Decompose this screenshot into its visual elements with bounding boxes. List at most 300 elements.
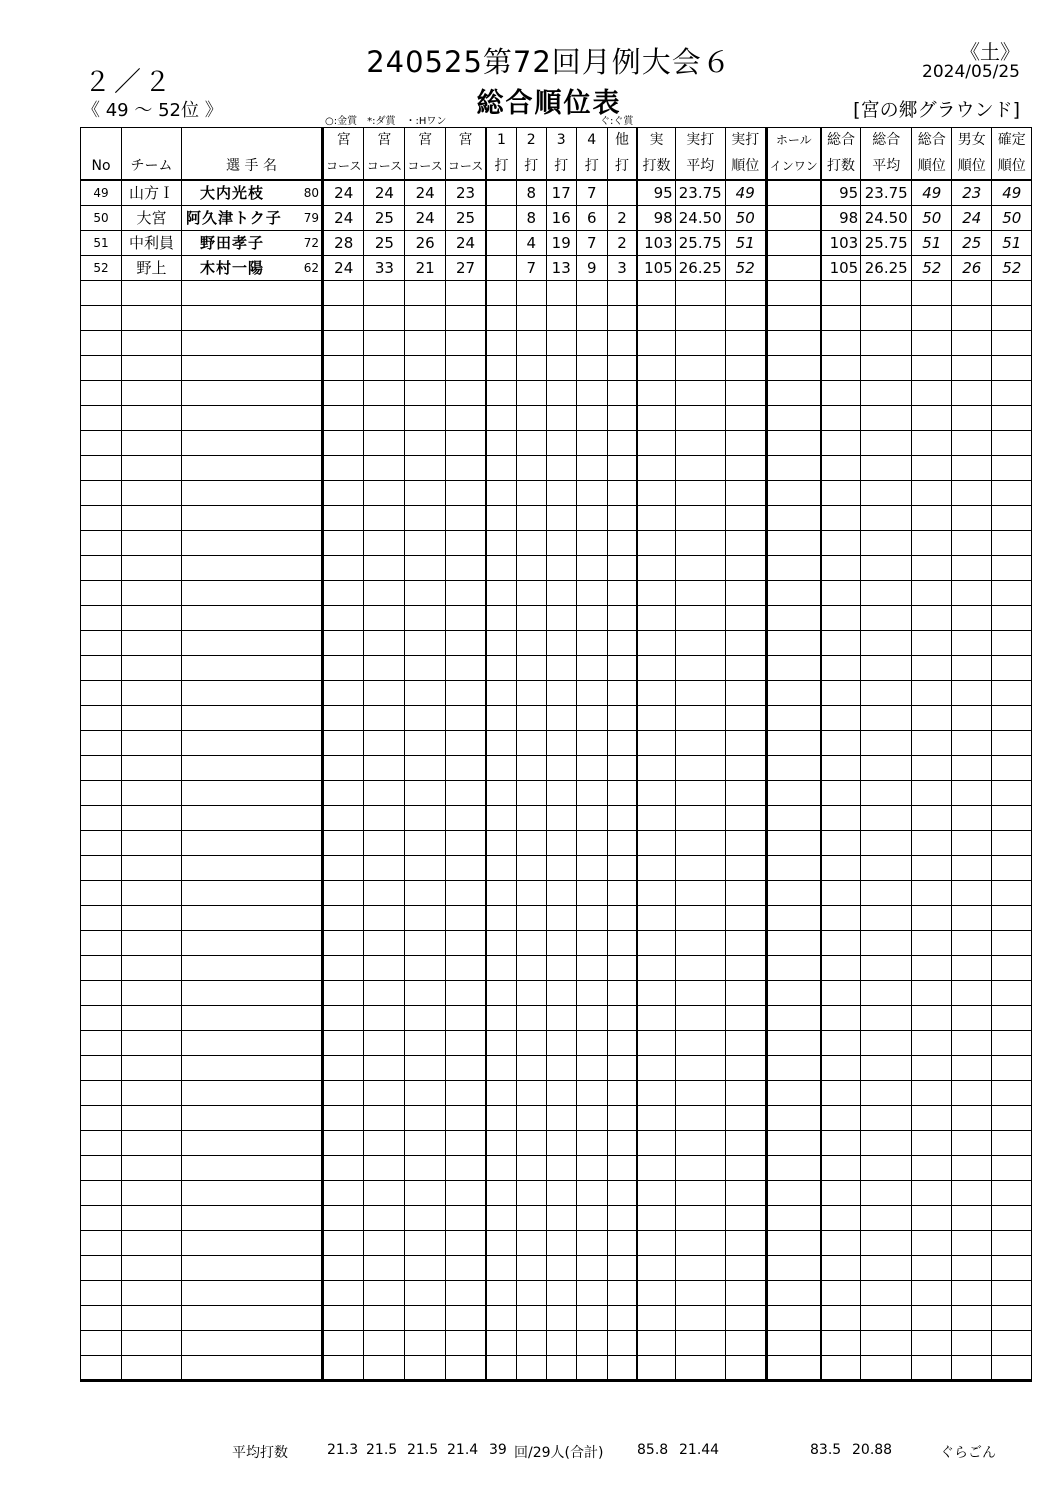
player-name: 阿久津トク子 (186, 208, 282, 227)
cell-sex-rank (952, 980, 992, 1005)
cell-h2 (516, 905, 546, 930)
cell-total-avg (861, 930, 912, 955)
cell-real (637, 655, 675, 680)
cell-total-avg (861, 280, 912, 305)
cell-c2 (364, 805, 405, 830)
cell-total-avg: 26.25 (861, 255, 912, 280)
cell-real-rank (725, 530, 766, 555)
cell-c2 (364, 1030, 405, 1055)
cell-h3 (546, 455, 576, 480)
cell-real-rank (725, 855, 766, 880)
cell-total-avg (861, 630, 912, 655)
cell-total (821, 430, 861, 455)
cell-team (122, 530, 182, 555)
cell-real (637, 1230, 675, 1255)
cell-c2 (364, 705, 405, 730)
cell-team (122, 830, 182, 855)
cell-total-rank (912, 1080, 952, 1105)
cell-h3 (546, 1305, 576, 1330)
cell-h3 (546, 680, 576, 705)
player-age: 62 (303, 260, 319, 275)
cell-real-rank (725, 980, 766, 1005)
cell-h1 (486, 355, 516, 380)
cell-h1 (486, 1355, 516, 1380)
cell-c3 (405, 1355, 445, 1380)
cell-hio (766, 1005, 821, 1030)
table-row (81, 1005, 1032, 1030)
cell-h2 (516, 530, 546, 555)
cell-h1 (486, 1280, 516, 1305)
table-row (81, 730, 1032, 755)
cell-real (637, 630, 675, 655)
cell-other (607, 1055, 637, 1080)
cell-hio (766, 405, 821, 430)
cell-c2 (364, 1155, 405, 1180)
column-header: No (81, 154, 122, 180)
cell-c4 (445, 555, 486, 580)
cell-real-avg (675, 1130, 725, 1155)
cell-name (182, 1080, 323, 1105)
table-row (81, 955, 1032, 980)
cell-hio (766, 430, 821, 455)
cell-team (122, 605, 182, 630)
column-header: 確定 (992, 128, 1032, 154)
cell-sex-rank (952, 305, 992, 330)
cell-real-avg (675, 830, 725, 855)
cell-h4 (576, 1205, 607, 1230)
cell-h3 (546, 730, 576, 755)
cell-other (607, 1030, 637, 1055)
cell-total-avg (861, 830, 912, 855)
cell-hio (766, 205, 821, 230)
column-header: ホール (766, 128, 821, 154)
cell-name (182, 980, 323, 1005)
cell-real-avg (675, 530, 725, 555)
cell-c1 (323, 1055, 364, 1080)
player-name: 野田孝子 (200, 233, 265, 252)
cell-real-rank: 51 (725, 230, 766, 255)
cell-h1 (486, 830, 516, 855)
column-header: 平均 (675, 154, 725, 180)
cell-h1 (486, 680, 516, 705)
cell-c2 (364, 780, 405, 805)
cell-no (81, 380, 122, 405)
cell-h1 (486, 1230, 516, 1255)
cell-other (607, 1255, 637, 1280)
cell-name (182, 1230, 323, 1255)
cell-no (81, 680, 122, 705)
cell-hio (766, 955, 821, 980)
cell-c2 (364, 280, 405, 305)
cell-real-rank (725, 1130, 766, 1155)
cell-h2 (516, 455, 546, 480)
cell-no: 50 (81, 205, 122, 230)
cell-c4: 27 (445, 255, 486, 280)
cell-other (607, 805, 637, 830)
cell-total-avg (861, 980, 912, 1005)
cell-h1 (486, 330, 516, 355)
cell-total-rank (912, 605, 952, 630)
cell-c2 (364, 1130, 405, 1155)
cell-total (821, 305, 861, 330)
cell-total-avg (861, 1305, 912, 1330)
cell-c1 (323, 780, 364, 805)
cell-total-rank (912, 680, 952, 705)
column-header: 実 (637, 128, 675, 154)
cell-real-rank (725, 1280, 766, 1305)
award-legend-gu: ぐ:ぐ賞 (600, 116, 634, 127)
cell-other (607, 555, 637, 580)
cell-c4 (445, 455, 486, 480)
cell-real (637, 430, 675, 455)
cell-sex-rank (952, 1280, 992, 1305)
cell-h4 (576, 1180, 607, 1205)
cell-no (81, 1330, 122, 1355)
footer-course1-avg: 21.3 (327, 1442, 359, 1458)
cell-c2 (364, 505, 405, 530)
cell-c4 (445, 530, 486, 555)
cell-c3 (405, 605, 445, 630)
cell-real (637, 1055, 675, 1080)
cell-total (821, 880, 861, 905)
cell-final-rank (992, 855, 1032, 880)
cell-h2 (516, 1105, 546, 1130)
cell-team (122, 555, 182, 580)
cell-other (607, 1130, 637, 1155)
cell-total-avg (861, 505, 912, 530)
cell-total-rank (912, 555, 952, 580)
footer-summary (0, 1442, 1058, 1464)
cell-final-rank (992, 355, 1032, 380)
cell-final-rank (992, 805, 1032, 830)
cell-total-avg (861, 380, 912, 405)
column-header: 宮 (445, 128, 486, 154)
cell-c3: 26 (405, 230, 445, 255)
cell-h3 (546, 1130, 576, 1155)
cell-final-rank (992, 1205, 1032, 1230)
cell-hio (766, 455, 821, 480)
cell-h4 (576, 455, 607, 480)
cell-c2 (364, 905, 405, 930)
cell-real-rank (725, 1205, 766, 1230)
cell-team (122, 480, 182, 505)
table-row (81, 605, 1032, 630)
cell-real: 103 (637, 230, 675, 255)
cell-c2 (364, 855, 405, 880)
cell-name (182, 1355, 323, 1380)
cell-hio (766, 1280, 821, 1305)
cell-real-rank (725, 880, 766, 905)
cell-h4 (576, 1280, 607, 1305)
cell-total-avg (861, 1030, 912, 1055)
cell-total-avg (861, 1180, 912, 1205)
cell-c4 (445, 880, 486, 905)
cell-h4 (576, 1255, 607, 1280)
cell-h1 (486, 1180, 516, 1205)
cell-h3 (546, 1280, 576, 1305)
cell-no (81, 305, 122, 330)
cell-h4 (576, 1330, 607, 1355)
cell-hio (766, 980, 821, 1005)
cell-total-rank (912, 380, 952, 405)
cell-c4 (445, 730, 486, 755)
cell-h3: 17 (546, 180, 576, 206)
cell-team (122, 855, 182, 880)
cell-total-avg (861, 1155, 912, 1180)
cell-real-avg (675, 1205, 725, 1230)
cell-name (182, 430, 323, 455)
cell-h4 (576, 955, 607, 980)
column-header: 男女 (952, 128, 992, 154)
cell-total (821, 755, 861, 780)
cell-real-avg (675, 655, 725, 680)
cell-h2: 8 (516, 180, 546, 206)
cell-real-rank (725, 280, 766, 305)
award-legend: ○:金賞 *:ダ賞 ・:Hワン (325, 116, 447, 127)
cell-total (821, 555, 861, 580)
cell-real (637, 455, 675, 480)
cell-final-rank: 51 (992, 230, 1032, 255)
cell-c4: 25 (445, 205, 486, 230)
cell-name (182, 1130, 323, 1155)
cell-final-rank: 49 (992, 180, 1032, 206)
cell-total-rank (912, 405, 952, 430)
cell-h1 (486, 405, 516, 430)
cell-h3 (546, 280, 576, 305)
cell-c4 (445, 430, 486, 455)
cell-h4 (576, 655, 607, 680)
cell-real (637, 405, 675, 430)
cell-no (81, 405, 122, 430)
cell-no (81, 1355, 122, 1380)
cell-real (637, 305, 675, 330)
cell-real (637, 930, 675, 955)
cell-total-rank (912, 830, 952, 855)
cell-sex-rank (952, 605, 992, 630)
cell-sex-rank (952, 805, 992, 830)
event-date: 2024/05/25 (922, 62, 1020, 82)
cell-h4 (576, 980, 607, 1005)
cell-no (81, 1080, 122, 1105)
cell-sex-rank (952, 930, 992, 955)
cell-c2 (364, 580, 405, 605)
column-header (182, 128, 323, 154)
cell-sex-rank (952, 430, 992, 455)
footer-course4-avg: 21.4 (447, 1442, 479, 1458)
cell-final-rank (992, 530, 1032, 555)
cell-sex-rank (952, 1005, 992, 1030)
cell-c1 (323, 1180, 364, 1205)
cell-final-rank (992, 555, 1032, 580)
ranking-table (80, 127, 1032, 1382)
cell-name (182, 1180, 323, 1205)
cell-total: 105 (821, 255, 861, 280)
cell-h3 (546, 980, 576, 1005)
cell-c3 (405, 980, 445, 1005)
cell-h1 (486, 880, 516, 905)
cell-c4 (445, 580, 486, 605)
cell-c1 (323, 680, 364, 705)
cell-real-rank (725, 830, 766, 855)
cell-real-avg (675, 680, 725, 705)
cell-hio (766, 280, 821, 305)
cell-c1 (323, 580, 364, 605)
cell-c2 (364, 630, 405, 655)
cell-h2 (516, 1055, 546, 1080)
cell-team (122, 580, 182, 605)
cell-c3 (405, 1130, 445, 1155)
cell-c4 (445, 480, 486, 505)
cell-other (607, 955, 637, 980)
cell-no (81, 880, 122, 905)
cell-real (637, 1205, 675, 1230)
cell-hio (766, 330, 821, 355)
cell-h1 (486, 1205, 516, 1230)
cell-c2 (364, 1180, 405, 1205)
cell-other (607, 730, 637, 755)
cell-team (122, 1130, 182, 1155)
cell-sex-rank (952, 355, 992, 380)
cell-total-avg (861, 1280, 912, 1305)
cell-total (821, 1180, 861, 1205)
cell-hio (766, 355, 821, 380)
cell-c2: 25 (364, 205, 405, 230)
cell-real (637, 1355, 675, 1380)
cell-total (821, 780, 861, 805)
cell-hio (766, 505, 821, 530)
cell-h2: 7 (516, 255, 546, 280)
cell-real-rank (725, 730, 766, 755)
cell-h3 (546, 830, 576, 855)
cell-real (637, 880, 675, 905)
cell-other (607, 1105, 637, 1130)
cell-h1 (486, 805, 516, 830)
cell-name (182, 255, 323, 280)
cell-final-rank (992, 705, 1032, 730)
cell-hio (766, 1030, 821, 1055)
cell-final-rank (992, 630, 1032, 655)
cell-h2 (516, 730, 546, 755)
cell-total-rank: 52 (912, 255, 952, 280)
cell-h2 (516, 1180, 546, 1205)
cell-sex-rank (952, 955, 992, 980)
cell-team (122, 1280, 182, 1305)
cell-name (182, 1055, 323, 1080)
cell-sex-rank (952, 630, 992, 655)
cell-h2 (516, 405, 546, 430)
cell-c2 (364, 1255, 405, 1280)
cell-c4 (445, 855, 486, 880)
cell-total (821, 680, 861, 705)
cell-name (182, 530, 323, 555)
cell-c1: 28 (323, 230, 364, 255)
cell-h2 (516, 1080, 546, 1105)
column-header: 3 (546, 128, 576, 154)
cell-h4 (576, 380, 607, 405)
cell-no (81, 730, 122, 755)
cell-total-rank (912, 905, 952, 930)
cell-total-rank (912, 955, 952, 980)
cell-h1 (486, 205, 516, 230)
cell-total-rank (912, 980, 952, 1005)
cell-sex-rank (952, 830, 992, 855)
cell-c1 (323, 355, 364, 380)
cell-name (182, 205, 323, 230)
cell-real (637, 1005, 675, 1030)
cell-total: 103 (821, 230, 861, 255)
cell-c3 (405, 530, 445, 555)
cell-h4 (576, 480, 607, 505)
cell-name (182, 880, 323, 905)
column-header: 2 (516, 128, 546, 154)
column-header: 打 (607, 154, 637, 180)
cell-no (81, 980, 122, 1005)
cell-real-avg (675, 1330, 725, 1355)
cell-hio (766, 880, 821, 905)
cell-c1 (323, 430, 364, 455)
cell-c2 (364, 830, 405, 855)
cell-c2 (364, 1230, 405, 1255)
cell-name (182, 705, 323, 730)
player-age: 80 (303, 185, 319, 200)
cell-total (821, 380, 861, 405)
cell-hio (766, 705, 821, 730)
cell-c3 (405, 1205, 445, 1230)
cell-team (122, 1255, 182, 1280)
cell-total-rank (912, 1155, 952, 1180)
table-row (81, 1130, 1032, 1155)
cell-final-rank (992, 1055, 1032, 1080)
cell-team (122, 280, 182, 305)
cell-c4: 24 (445, 230, 486, 255)
cell-total-rank (912, 1255, 952, 1280)
cell-no (81, 655, 122, 680)
cell-h3 (546, 605, 576, 630)
cell-c1 (323, 280, 364, 305)
cell-total-avg (861, 805, 912, 830)
cell-team (122, 1105, 182, 1130)
cell-total-rank (912, 305, 952, 330)
cell-h2 (516, 1005, 546, 1030)
cell-h1 (486, 730, 516, 755)
cell-h3 (546, 930, 576, 955)
cell-total-avg (861, 1105, 912, 1130)
cell-real-rank (725, 930, 766, 955)
cell-other (607, 1305, 637, 1330)
cell-h2 (516, 630, 546, 655)
cell-c1 (323, 605, 364, 630)
table-row (81, 480, 1032, 505)
cell-h1 (486, 755, 516, 780)
cell-final-rank (992, 330, 1032, 355)
cell-final-rank (992, 1105, 1032, 1130)
cell-h4: 9 (576, 255, 607, 280)
cell-c4 (445, 1080, 486, 1105)
cell-h2 (516, 955, 546, 980)
cell-total-rank (912, 855, 952, 880)
cell-no (81, 1030, 122, 1055)
cell-other (607, 530, 637, 555)
cell-h3 (546, 1330, 576, 1355)
cell-real (637, 955, 675, 980)
cell-c2: 24 (364, 180, 405, 206)
table-row (81, 455, 1032, 480)
cell-real (637, 1305, 675, 1330)
cell-c1 (323, 755, 364, 780)
column-header (81, 128, 122, 154)
cell-c3 (405, 280, 445, 305)
cell-c3 (405, 905, 445, 930)
